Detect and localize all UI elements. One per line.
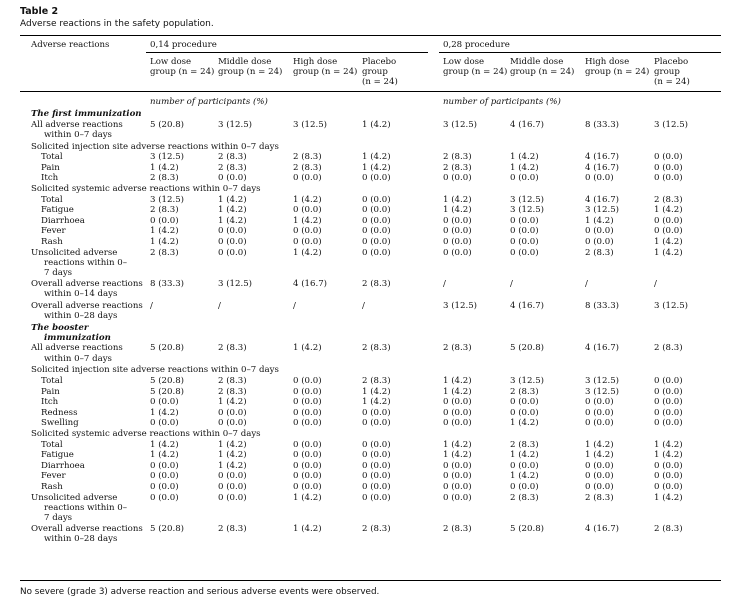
table-cell: 3 (12.5) — [510, 205, 545, 216]
table-cell: 0 (0.0) — [654, 152, 683, 163]
group-header: group (n = 24) — [585, 67, 650, 78]
table-cell: 2 (8.3) — [218, 162, 247, 173]
row-label: Overall adverse reactions — [31, 278, 143, 289]
section-label: The booster — [31, 322, 89, 333]
table-cell: 2 (8.3) — [510, 492, 539, 503]
table-cell: 2 (8.3) — [218, 386, 247, 397]
table-cell: 0 (0.0) — [362, 492, 391, 503]
row-label: Rash — [41, 482, 63, 492]
table-cell: 1 (4.2) — [150, 226, 179, 237]
group-header: group — [654, 67, 680, 78]
table-cell: 0 (0.0) — [585, 471, 614, 482]
table-cell: 1 (4.2) — [218, 397, 247, 408]
table-cell: 0 (0.0) — [585, 407, 614, 418]
table-cell: 0 (0.0) — [443, 173, 472, 184]
table-cell: 3 (12.5) — [654, 119, 689, 130]
table-cell: 1 (4.2) — [293, 492, 322, 503]
procedure-rule — [439, 52, 721, 53]
table-cell: 0 (0.0) — [654, 471, 683, 482]
table-cell: 0 (0.0) — [293, 226, 322, 237]
table-cell: 0 (0.0) — [585, 237, 614, 247]
table-cell: 0 (0.0) — [510, 482, 539, 492]
table-cell: 0 (0.0) — [510, 460, 539, 471]
table-cell: 1 (4.2) — [510, 152, 539, 163]
table-cell: / — [654, 278, 657, 289]
table-cell: 0 (0.0) — [443, 237, 472, 247]
table-cell: 0 (0.0) — [218, 492, 247, 503]
table-cell: 2 (8.3) — [443, 343, 472, 354]
table-cell: 1 (4.2) — [654, 237, 683, 247]
table-cell: 1 (4.2) — [293, 247, 322, 258]
table-cell: 0 (0.0) — [218, 482, 247, 492]
table-cell: 3 (12.5) — [585, 386, 620, 397]
table-cell: 0 (0.0) — [362, 247, 391, 258]
table-cell: 0 (0.0) — [585, 397, 614, 408]
procedure-rule — [146, 52, 428, 53]
table-cell: 1 (4.2) — [654, 439, 683, 450]
table-cell: 3 (12.5) — [443, 119, 478, 130]
table-cell: 2 (8.3) — [362, 343, 391, 354]
row-label: Fever — [41, 471, 66, 482]
table-cell: 3 (12.5) — [218, 119, 253, 130]
table-cell: 1 (4.2) — [218, 194, 247, 205]
table-cell: 0 (0.0) — [362, 215, 391, 226]
table-cell: 3 (12.5) — [585, 205, 620, 216]
table-cell: 4 (16.7) — [585, 523, 620, 534]
row-label: Overall adverse reactions — [31, 300, 143, 311]
group-header: Middle dose — [218, 57, 272, 67]
table-cell: 2 (8.3) — [362, 278, 391, 289]
table-cell: 1 (4.2) — [654, 450, 683, 461]
table-cell: / — [150, 300, 153, 311]
table-cell: 1 (4.2) — [362, 119, 391, 130]
table-cell: 0 (0.0) — [654, 482, 683, 492]
table-cell: 0 (0.0) — [654, 376, 683, 386]
table-caption-description: Adverse reactions in the safety population. — [20, 19, 214, 29]
procedure-header: 0,14 procedure — [150, 40, 217, 50]
group-header: Low dose — [150, 57, 192, 67]
row-label: Redness — [41, 407, 78, 418]
table-cell: / — [362, 300, 365, 311]
table-cell: 0 (0.0) — [150, 492, 179, 503]
table-cell: 0 (0.0) — [293, 439, 322, 450]
group-label: Solicited injection site adverse reactions within 0–7 days — [31, 141, 279, 152]
row-label: Total — [41, 376, 63, 386]
row-label: reactions within 0– — [44, 257, 128, 268]
table-cell: 0 (0.0) — [585, 418, 614, 429]
table-cell: 0 (0.0) — [362, 205, 391, 216]
table-cell: 2 (8.3) — [150, 173, 179, 184]
table-cell: 3 (12.5) — [150, 152, 185, 163]
table-cell: 1 (4.2) — [654, 247, 683, 258]
table-cell: 8 (33.3) — [585, 300, 620, 311]
row-label: Pain — [41, 386, 60, 397]
group-header: group — [362, 67, 388, 78]
header-rule — [20, 91, 721, 92]
row-label: Unsolicited adverse — [31, 247, 118, 258]
table-cell: 5 (20.8) — [150, 376, 185, 386]
table-cell: 0 (0.0) — [293, 482, 322, 492]
table-cell: 3 (12.5) — [510, 376, 545, 386]
row-label: Unsolicited adverse — [31, 492, 118, 503]
table-cell: 0 (0.0) — [443, 492, 472, 503]
group-header: Low dose — [443, 57, 485, 67]
table-cell: 2 (8.3) — [510, 386, 539, 397]
table-cell: 1 (4.2) — [362, 152, 391, 163]
group-header: Placebo — [362, 57, 397, 67]
group-header: group (n = 24) — [443, 67, 508, 78]
group-header: Middle dose — [510, 57, 564, 67]
table-cell: 1 (4.2) — [443, 376, 472, 386]
table-cell: 3 (12.5) — [585, 376, 620, 386]
table-cell: 1 (4.2) — [218, 439, 247, 450]
group-label: Solicited injection site adverse reactions within 0–7 days — [31, 365, 279, 376]
table-cell: 0 (0.0) — [362, 173, 391, 184]
table-cell: 0 (0.0) — [654, 173, 683, 184]
row-label: All adverse reactions — [31, 119, 123, 130]
table-cell: 0 (0.0) — [443, 226, 472, 237]
section-label: The first immunization — [31, 109, 142, 119]
group-header: group (n = 24) — [218, 67, 283, 78]
table-cell: 2 (8.3) — [585, 247, 614, 258]
table-cell: 3 (12.5) — [654, 300, 689, 311]
table-cell: 0 (0.0) — [293, 418, 322, 429]
table-cell: 1 (4.2) — [654, 492, 683, 503]
table-cell: 2 (8.3) — [654, 194, 683, 205]
table-cell: 0 (0.0) — [654, 418, 683, 429]
row-label: Total — [41, 152, 63, 163]
table-cell: 1 (4.2) — [362, 162, 391, 173]
table-cell: 0 (0.0) — [362, 237, 391, 247]
table-cell: 4 (16.7) — [585, 152, 620, 163]
table-cell: 1 (4.2) — [585, 450, 614, 461]
row-label: reactions within 0– — [44, 502, 128, 513]
table-cell: 1 (4.2) — [150, 450, 179, 461]
table-cell: 8 (33.3) — [150, 278, 185, 289]
row-label: Total — [41, 194, 63, 205]
bottom-rule — [20, 580, 721, 581]
table-cell: 0 (0.0) — [443, 460, 472, 471]
table-cell: 0 (0.0) — [362, 418, 391, 429]
table-cell: 1 (4.2) — [510, 450, 539, 461]
table-cell: / — [585, 278, 588, 289]
table-cell: 0 (0.0) — [654, 407, 683, 418]
table-cell: 1 (4.2) — [362, 397, 391, 408]
table-cell: 2 (8.3) — [510, 439, 539, 450]
table-cell: 0 (0.0) — [510, 237, 539, 247]
table-cell: 3 (12.5) — [443, 300, 478, 311]
table-cell: 0 (0.0) — [510, 397, 539, 408]
table-cell: 4 (16.7) — [510, 119, 545, 130]
table-cell: 1 (4.2) — [654, 205, 683, 216]
group-header: (n = 24) — [362, 77, 398, 88]
table-cell: 2 (8.3) — [293, 152, 322, 163]
group-header: group (n = 24) — [150, 67, 215, 78]
units-label: number of participants (%) — [443, 97, 561, 107]
table-cell: 3 (12.5) — [150, 194, 185, 205]
table-cell: 0 (0.0) — [585, 226, 614, 237]
table-cell: 1 (4.2) — [218, 450, 247, 461]
table-cell: 1 (4.2) — [443, 450, 472, 461]
table-cell: 0 (0.0) — [654, 162, 683, 173]
table-cell: 0 (0.0) — [362, 407, 391, 418]
table-cell: 0 (0.0) — [293, 237, 322, 247]
table-cell: 1 (4.2) — [443, 194, 472, 205]
table-cell: 0 (0.0) — [654, 215, 683, 226]
table-cell: 4 (16.7) — [293, 278, 328, 289]
table-cell: 0 (0.0) — [443, 247, 472, 258]
table-cell: 2 (8.3) — [585, 492, 614, 503]
row-label: Swelling — [41, 418, 79, 429]
table-cell: 0 (0.0) — [443, 215, 472, 226]
table-footnote: No severe (grade 3) adverse reaction and serious adverse events were observed. — [20, 587, 380, 597]
table-cell: 0 (0.0) — [293, 471, 322, 482]
group-label: Solicited systemic adverse reactions within 0–7 days — [31, 184, 261, 194]
table-cell: 5 (20.8) — [150, 119, 185, 130]
table-cell: 0 (0.0) — [293, 397, 322, 408]
table-cell: 2 (8.3) — [293, 162, 322, 173]
table-cell: 0 (0.0) — [362, 439, 391, 450]
table-cell: 0 (0.0) — [218, 237, 247, 247]
table-cell: 4 (16.7) — [585, 343, 620, 354]
table-cell: 0 (0.0) — [443, 482, 472, 492]
table-cell: 1 (4.2) — [293, 523, 322, 534]
table-cell: 0 (0.0) — [218, 226, 247, 237]
group-header: group (n = 24) — [293, 67, 358, 78]
table-cell: 0 (0.0) — [362, 460, 391, 471]
table-cell: / — [510, 278, 513, 289]
table-cell: 0 (0.0) — [362, 226, 391, 237]
group-header: group (n = 24) — [510, 67, 575, 78]
table-cell: 0 (0.0) — [150, 471, 179, 482]
table-cell: 0 (0.0) — [218, 407, 247, 418]
table-cell: 1 (4.2) — [510, 162, 539, 173]
row-label: Overall adverse reactions — [31, 523, 143, 534]
row-label: Diarrhoea — [41, 460, 85, 471]
table-cell: 0 (0.0) — [218, 418, 247, 429]
table-caption-title: Table 2 — [20, 6, 59, 17]
row-label: Rash — [41, 237, 63, 247]
table-cell: 0 (0.0) — [293, 386, 322, 397]
table-cell: 5 (20.8) — [510, 523, 545, 534]
row-label: Fever — [41, 226, 66, 237]
table-cell: 0 (0.0) — [654, 226, 683, 237]
units-label: number of participants (%) — [150, 97, 268, 107]
table-cell: 0 (0.0) — [585, 482, 614, 492]
table-cell: 1 (4.2) — [585, 439, 614, 450]
row-label: within 0–7 days — [44, 129, 112, 140]
row-label: within 0–14 days — [44, 288, 118, 299]
table-cell: 0 (0.0) — [293, 460, 322, 471]
table-cell: 4 (16.7) — [585, 194, 620, 205]
table-cell: 1 (4.2) — [443, 439, 472, 450]
table-cell: 0 (0.0) — [150, 460, 179, 471]
table-cell: 0 (0.0) — [510, 247, 539, 258]
table-cell: 2 (8.3) — [218, 343, 247, 354]
group-header: High dose — [585, 57, 630, 67]
table-cell: 1 (4.2) — [585, 215, 614, 226]
table-cell: 4 (16.7) — [510, 300, 545, 311]
table-cell: 1 (4.2) — [362, 386, 391, 397]
table-cell: 5 (20.8) — [150, 343, 185, 354]
table-cell: 2 (8.3) — [443, 152, 472, 163]
table-cell: 2 (8.3) — [218, 523, 247, 534]
table-cell: 1 (4.2) — [510, 471, 539, 482]
table-cell: 1 (4.2) — [150, 407, 179, 418]
table-cell: 2 (8.3) — [150, 205, 179, 216]
table-cell: 0 (0.0) — [218, 247, 247, 258]
table-cell: 0 (0.0) — [654, 386, 683, 397]
row-label: within 0–28 days — [44, 310, 118, 321]
table-cell: 2 (8.3) — [654, 523, 683, 534]
table-cell: 1 (4.2) — [510, 418, 539, 429]
table-cell: 1 (4.2) — [293, 194, 322, 205]
top-rule — [20, 35, 721, 36]
table-cell: 2 (8.3) — [362, 376, 391, 386]
table-cell: 1 (4.2) — [150, 162, 179, 173]
row-label: 7 days — [44, 268, 73, 278]
row-label: All adverse reactions — [31, 343, 123, 354]
section-label: immunization — [44, 332, 111, 343]
group-label: Solicited systemic adverse reactions within 0–7 days — [31, 429, 261, 439]
row-label: within 0–28 days — [44, 533, 118, 544]
table-cell: 0 (0.0) — [293, 450, 322, 461]
table-cell: 3 (12.5) — [218, 278, 253, 289]
table-cell: 0 (0.0) — [362, 471, 391, 482]
table-cell: 0 (0.0) — [510, 173, 539, 184]
row-label: Diarrhoea — [41, 215, 85, 226]
table-cell: 0 (0.0) — [293, 376, 322, 386]
table-cell: / — [443, 278, 446, 289]
header-row-label: Adverse reactions — [31, 40, 110, 50]
table-cell: 0 (0.0) — [362, 482, 391, 492]
table-cell: / — [218, 300, 221, 311]
table-cell: 0 (0.0) — [150, 418, 179, 429]
row-label: Fatigue — [41, 450, 74, 461]
table-cell: 5 (20.8) — [510, 343, 545, 354]
table-cell: 1 (4.2) — [293, 215, 322, 226]
table-cell: 0 (0.0) — [510, 215, 539, 226]
table-cell: 1 (4.2) — [218, 215, 247, 226]
table-cell: 2 (8.3) — [218, 152, 247, 163]
table-cell: 0 (0.0) — [443, 471, 472, 482]
row-label: Total — [41, 439, 63, 450]
table-cell: 2 (8.3) — [443, 162, 472, 173]
row-label: Fatigue — [41, 205, 74, 216]
table-cell: 3 (12.5) — [293, 119, 328, 130]
table-cell: 0 (0.0) — [218, 173, 247, 184]
table-cell: 0 (0.0) — [443, 418, 472, 429]
table-cell: 2 (8.3) — [654, 343, 683, 354]
table-cell: 0 (0.0) — [654, 397, 683, 408]
table-cell: 0 (0.0) — [150, 397, 179, 408]
table-cell: 0 (0.0) — [443, 407, 472, 418]
row-label: Itch — [41, 173, 59, 184]
table-cell: 4 (16.7) — [585, 162, 620, 173]
table-cell: 1 (4.2) — [150, 237, 179, 247]
table-cell: 0 (0.0) — [293, 173, 322, 184]
table-cell: 0 (0.0) — [585, 173, 614, 184]
table-cell: 1 (4.2) — [218, 460, 247, 471]
table-cell: 0 (0.0) — [218, 471, 247, 482]
table-cell: 0 (0.0) — [362, 194, 391, 205]
table-cell: 0 (0.0) — [293, 205, 322, 216]
table-cell: 1 (4.2) — [443, 386, 472, 397]
table-cell: 2 (8.3) — [218, 376, 247, 386]
group-header: High dose — [293, 57, 338, 67]
table-cell: 0 (0.0) — [585, 460, 614, 471]
table-cell: 0 (0.0) — [362, 450, 391, 461]
row-label: 7 days — [44, 513, 73, 523]
table-cell: 5 (20.8) — [150, 386, 185, 397]
row-label: Itch — [41, 397, 59, 408]
table-cell: 5 (20.8) — [150, 523, 185, 534]
table-cell: 0 (0.0) — [150, 482, 179, 492]
procedure-header: 0,28 procedure — [443, 40, 510, 50]
group-header: (n = 24) — [654, 77, 690, 88]
table-cell: 8 (33.3) — [585, 119, 620, 130]
table-cell: 2 (8.3) — [150, 247, 179, 258]
table-cell: 0 (0.0) — [293, 407, 322, 418]
table-cell: 1 (4.2) — [293, 343, 322, 354]
table-cell: 0 (0.0) — [510, 407, 539, 418]
table-cell: 1 (4.2) — [443, 205, 472, 216]
table-cell: 0 (0.0) — [510, 226, 539, 237]
table-cell: 2 (8.3) — [443, 523, 472, 534]
table-cell: 2 (8.3) — [362, 523, 391, 534]
group-header: Placebo — [654, 57, 689, 67]
table-cell: 3 (12.5) — [510, 194, 545, 205]
table-cell: / — [293, 300, 296, 311]
table-cell: 0 (0.0) — [443, 397, 472, 408]
table-cell: 1 (4.2) — [150, 439, 179, 450]
row-label: Pain — [41, 162, 60, 173]
table-cell: 0 (0.0) — [654, 460, 683, 471]
row-label: within 0–7 days — [44, 353, 112, 364]
table-cell: 1 (4.2) — [218, 205, 247, 216]
table-cell: 0 (0.0) — [150, 215, 179, 226]
